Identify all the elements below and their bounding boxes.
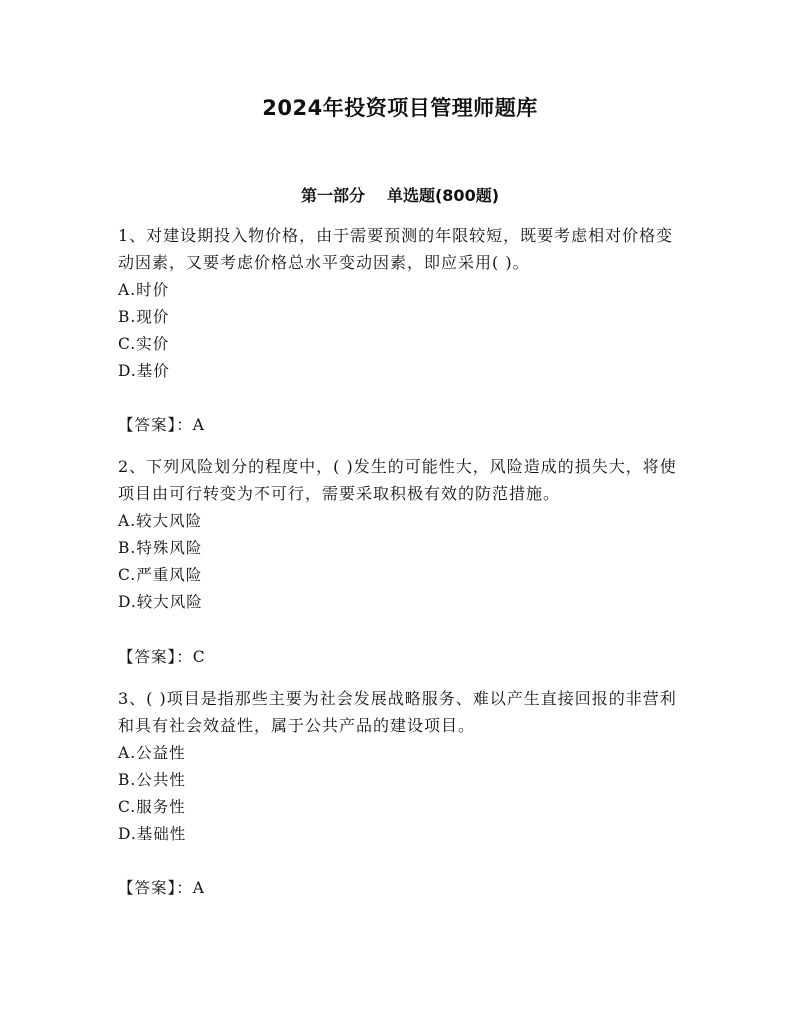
answer-value: A: [192, 879, 205, 897]
question-1-option-c: C.实价: [118, 335, 170, 353]
question-3-option-a: A.公益性: [118, 744, 186, 762]
question-2-text: 2、下列风险划分的程度中，( )发生的可能性大，风险造成的损失大，将使项目由可行转变为不可行，需要采取积极有效的防范措施。: [118, 457, 677, 503]
document-title: 2024年投资项目管理师题库: [262, 96, 538, 120]
section-type-label: 单选题(800题): [386, 186, 500, 205]
section-title: [0, 183, 800, 209]
answer-value: A: [192, 416, 205, 434]
question-1-option-d: D.基价: [118, 362, 170, 380]
answer-label: 【答案】：: [118, 648, 193, 666]
question-2-answer: [118, 644, 206, 671]
answer-label: 【答案】：: [118, 879, 193, 897]
question-2-option-b: B.特殊风险: [118, 539, 203, 557]
answer-value: C: [192, 648, 206, 666]
question-2-option-a: A.较大风险: [118, 512, 203, 530]
question-1-option-a: A.时价: [118, 281, 170, 299]
answer-label: 【答案】：: [118, 416, 193, 434]
question-3-answer: [118, 875, 205, 902]
question-2-option-d: D.较大风险: [118, 593, 203, 611]
question-3-option-d: D.基础性: [118, 825, 187, 843]
question-3-text: 3、( )项目是指那些主要为社会发展战略服务、难以产生直接回报的非营利和具有社会效益性，属于公共产品的建设项目。: [118, 689, 677, 735]
question-1-option-b: B.现价: [118, 308, 170, 326]
question-1-text: 1、对建设期投入物价格，由于需要预测的年限较短，既要考虑相对价格变动因素，又要考虑价格总水平变动因素，即应采用( )。: [118, 226, 674, 272]
question-2-option-c: C.严重风险: [118, 566, 203, 584]
question-1-answer: [118, 412, 205, 439]
section-part-label: 第一部分: [300, 186, 365, 205]
question-3-option-c: C.服务性: [118, 798, 186, 816]
question-3-option-b: B.公共性: [118, 771, 186, 789]
